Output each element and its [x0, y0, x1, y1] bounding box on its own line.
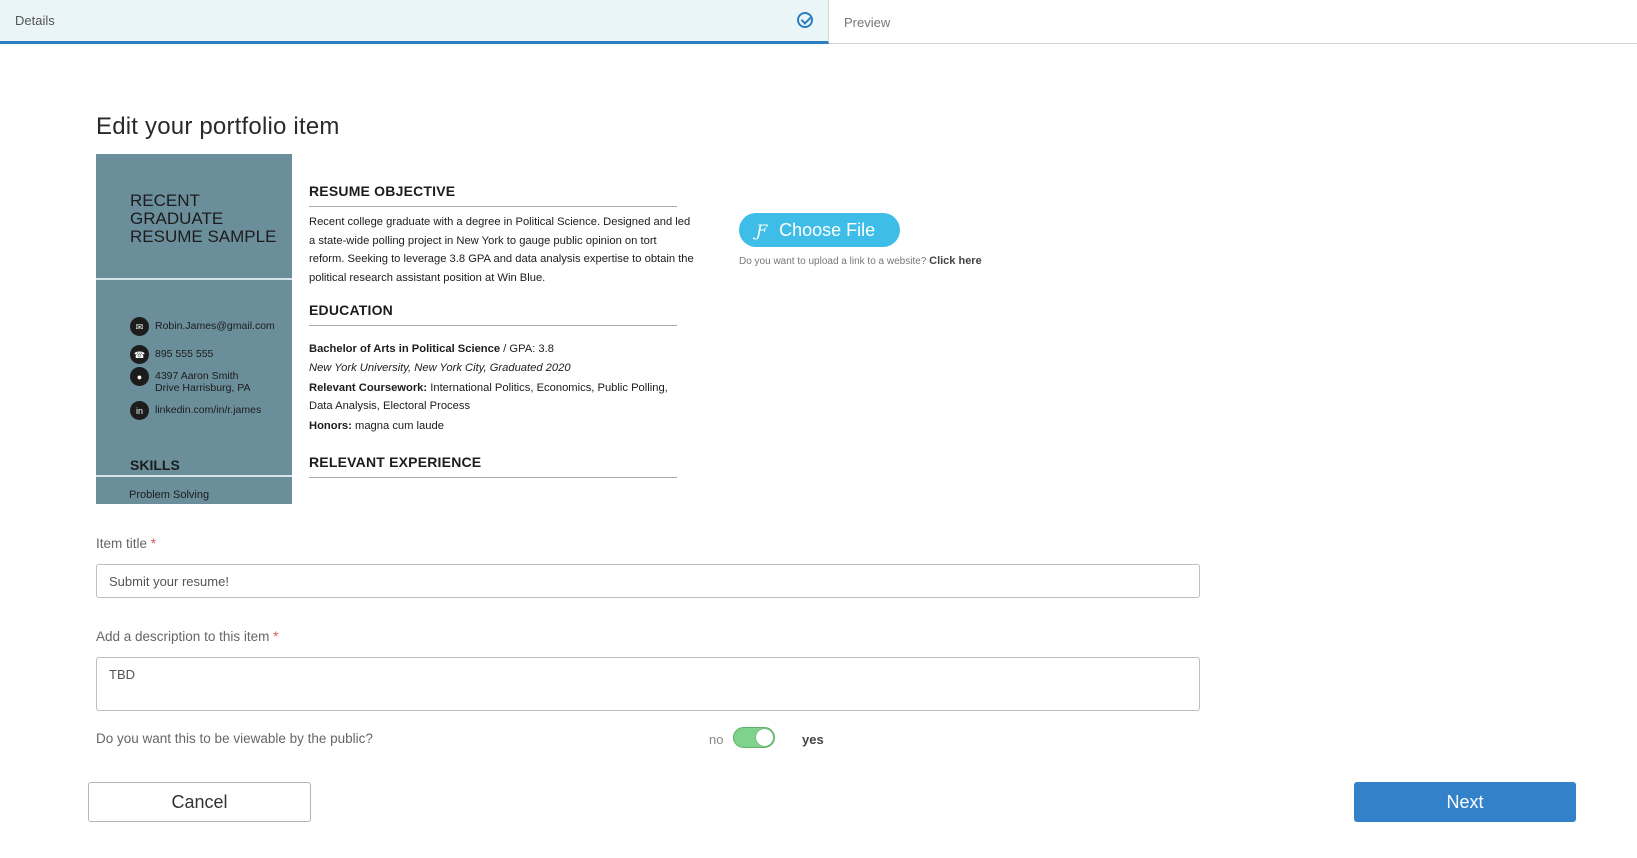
upload-link-hint	[739, 255, 982, 267]
resume-preview-image	[96, 154, 701, 504]
check-circle-icon	[797, 12, 813, 28]
item-title-label-text: Item title	[96, 536, 148, 551]
mail-icon: ✉	[130, 317, 149, 336]
education-coursework-cont: Data Analysis, Electoral Process	[309, 400, 471, 412]
coursework-text: International Politics, Economics, Public Polling,	[427, 382, 668, 394]
contact-text: Robin.James@gmail.com	[155, 320, 275, 332]
cancel-button[interactable]: Cancel	[88, 782, 311, 822]
filestack-icon: Ƒ	[756, 220, 768, 240]
contact-text: 895 555 555	[155, 348, 214, 360]
phone-icon: ☎	[130, 345, 149, 364]
tab-details-label: Details	[15, 13, 55, 28]
description-label	[96, 629, 278, 644]
resume-name-line: RECENT	[130, 191, 200, 210]
toggle-no-label: no	[709, 732, 724, 747]
contact-text	[155, 370, 251, 394]
contact-email	[130, 320, 275, 336]
contact-address	[130, 370, 251, 394]
choose-file-button[interactable]	[739, 213, 900, 247]
contact-linkedin	[130, 404, 261, 420]
address-line: Drive Harrisburg, PA	[155, 382, 251, 394]
toggle-yes-label: yes	[802, 732, 824, 747]
resume-name-line: RESUME SAMPLE	[130, 227, 277, 246]
public-visibility-toggle[interactable]	[733, 727, 775, 748]
objective-text: Recent college graduate with a degree in Political Science. Designed and led a state-wide polling project in New York to gauge public opinion on tort reform. Seeking to leverage 3.8 GPA and data analysis expertise to obtain the political research assistant position at Win Blue.	[309, 216, 694, 284]
location-pin-icon: ●	[130, 367, 149, 386]
coursework-label: Relevant Coursework:	[309, 382, 428, 394]
divider	[309, 477, 677, 478]
linkedin-icon: in	[130, 401, 149, 420]
education-coursework	[309, 382, 668, 394]
resume-sidebar	[96, 154, 292, 504]
experience-heading: RELEVANT EXPERIENCE	[309, 454, 482, 470]
item-title-input[interactable]	[96, 564, 1200, 598]
education-honors	[309, 420, 444, 432]
item-title-label	[96, 536, 156, 551]
page-title: Edit your portfolio item	[96, 113, 340, 140]
address-line: 4397 Aaron Smith	[155, 370, 239, 382]
required-mark: *	[150, 536, 157, 551]
description-textarea[interactable]: TBD	[96, 657, 1200, 711]
education-school	[309, 362, 571, 374]
tab-details[interactable]	[0, 0, 829, 44]
honors-label: Honors:	[309, 420, 352, 432]
gpa-text: / GPA: 3.8	[500, 343, 554, 355]
public-visibility-question: Do you want this to be viewable by the public?	[96, 731, 373, 746]
contact-phone	[130, 348, 213, 364]
skills-heading: SKILLS	[130, 457, 180, 473]
divider	[96, 278, 292, 280]
required-mark: *	[273, 629, 279, 644]
education-degree	[309, 343, 554, 355]
next-button[interactable]: Next	[1354, 782, 1576, 822]
divider	[309, 325, 677, 326]
choose-file-label: Choose File	[779, 219, 876, 240]
skill-item: Problem Solving	[129, 489, 210, 501]
description-label-text: Add a description to this item	[96, 629, 270, 644]
toggle-knob	[756, 729, 773, 746]
tab-preview[interactable]	[829, 0, 1637, 44]
school-text: New York University, New York City, Graduated 2020	[309, 362, 571, 374]
objective-heading: RESUME OBJECTIVE	[309, 183, 456, 199]
upload-link-click-here[interactable]: Click here	[929, 255, 982, 267]
tab-preview-label: Preview	[844, 14, 891, 30]
divider	[96, 475, 292, 477]
step-tabs	[0, 0, 1637, 44]
degree-text: Bachelor of Arts in Political Science	[309, 343, 501, 355]
education-heading: EDUCATION	[309, 302, 393, 318]
resume-name-line: GRADUATE	[130, 209, 224, 228]
resume-name	[130, 192, 290, 246]
upload-hint-text: Do you want to upload a link to a website?	[739, 256, 930, 267]
honors-text: magna cum laude	[351, 420, 444, 432]
divider	[309, 206, 677, 207]
contact-text: linkedin.com/in/r.james	[155, 404, 262, 416]
